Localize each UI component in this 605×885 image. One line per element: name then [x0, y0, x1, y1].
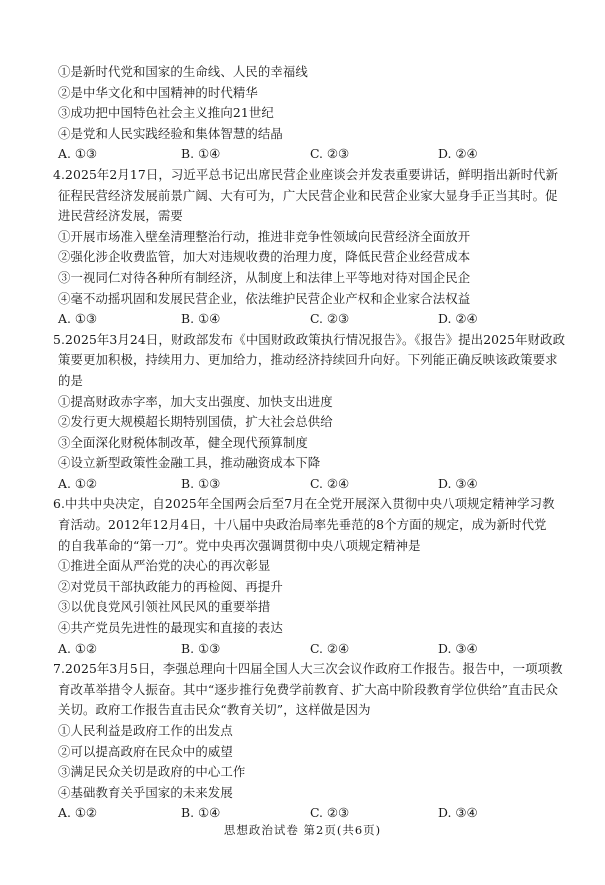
q5-option-c[interactable]: C. ②④: [310, 475, 350, 491]
q4-option-b[interactable]: B. ①④: [181, 311, 221, 327]
q5-item-4: ④设立新型政策性金融工具，推动融资成本下降: [58, 455, 321, 471]
q5-option-b[interactable]: B. ①③: [181, 475, 221, 491]
q6-option-c[interactable]: C. ②④: [310, 640, 350, 656]
q5-option-a[interactable]: A. ①②: [58, 475, 98, 491]
q4-stem-line-2: 征程民营经济发展前景广阔、大有可为，广大民营企业和民营企业家大显身手正当其时。促: [58, 187, 558, 203]
q3-option-c[interactable]: C. ②③: [310, 146, 350, 162]
q6-item-2: ②对党员干部执政能力的再检阅、再提升: [58, 578, 283, 594]
q3-item-2: ②是中华文化和中国精神的时代精华: [58, 84, 258, 100]
page-footer: 思想政治试卷 第2页(共6页): [223, 823, 382, 837]
q6-item-1: ①推进全面从严治党的决心的再次彰显: [58, 558, 271, 574]
q7-option-c[interactable]: C. ②③: [310, 805, 350, 821]
q4-item-1: ①开展市场准入壁垒清理整治行动，推进非竞争性领域向民营经济全面放开: [58, 228, 471, 244]
q3-item-3: ③成功把中国特色社会主义推向21世纪: [58, 105, 274, 121]
q6-option-d[interactable]: D. ③④: [438, 640, 478, 656]
q5-item-2: ②发行更大规模超长期特别国债，扩大社会总供给: [58, 414, 333, 430]
q7-option-d[interactable]: D. ③④: [438, 805, 478, 821]
q7-item-3: ③满足民众关切是政府的中心工作: [58, 764, 246, 780]
question-6: [53, 494, 565, 659]
q6-item-4: ④共产党员先进性的最现实和直接的表达: [58, 620, 283, 636]
q6-option-b[interactable]: B. ①③: [181, 640, 221, 656]
q6-options: [58, 639, 565, 660]
q7-option-a[interactable]: A. ①②: [58, 805, 98, 821]
q7-item-1: ①人民利益是政府工作的出发点: [58, 723, 233, 738]
q7-item-4: ④基础教育关乎国家的未来发展: [58, 784, 233, 800]
q3-item-4: ④是党和人民实践经验和集体智慧的结晶: [58, 125, 283, 141]
question-5: [53, 330, 566, 495]
q6-option-a[interactable]: A. ①②: [58, 640, 98, 656]
q3-options: [58, 144, 565, 165]
q5-item-3: ③全面深化财税体制改革，健全现代预算制度: [58, 434, 308, 450]
q5-number: 5.: [53, 331, 66, 347]
q6-number: 6.: [53, 496, 66, 512]
q4-number: 4.: [53, 166, 66, 182]
q7-item-2: ②可以提高政府在民众中的威望: [58, 743, 233, 759]
q4-stem-line-3: 进民营经济发展，需要: [58, 208, 183, 224]
q5-stem-line-3: 的是: [58, 372, 83, 388]
q6-item-3: ③以优良党风引领社风民风的重要举措: [58, 599, 271, 615]
q5-options: [58, 474, 565, 495]
q5-stem-line-1: 5. 2025年3月24日，财政部发布《中国财政政策执行情况报告》。《报告》提出2025年财政政: [58, 330, 565, 351]
q4-option-c[interactable]: C. ②③: [310, 311, 350, 327]
q3-item-1: ①是新时代党和国家的生命线、人民的幸福线: [58, 64, 308, 79]
q4-item-4: ④毫不动摇巩固和发展民营企业，依法维护民营企业产权和企业家合法权益: [58, 290, 471, 306]
q3-option-d[interactable]: D. ②④: [438, 146, 478, 162]
q6-stem-line-2: 育活动。2012年12月4日，十八届中央政治局率先垂范的8个方面的规定，成为新时代党: [58, 517, 547, 533]
q6-stem-line-1: 6. 中共中央决定，自2025年全国两会后至7月在全党开展深入贯彻中央八项规定精神学习教: [58, 494, 565, 515]
question-3-continuation: [58, 62, 565, 165]
q7-stem-line-2: 育改革举措令人振奋。其中“逐步推行免费学前教育、扩大高中阶段教育学位供给”直击民众: [58, 681, 559, 697]
q5-stem-line-2: 策要更加积极，持续用力、更加给力，推动经济持续回升向好。下列能正确反映该政策要求: [58, 352, 558, 368]
q5-item-1: ①提高财政赤字率，加大支出强度、加快支出进度: [58, 393, 333, 409]
q4-options: [58, 309, 565, 330]
q4-option-a[interactable]: A. ①③: [58, 311, 98, 327]
q6-stem-line-3: 的自我革命的“第一刀”。党中央再次强调贯彻中央八项规定精神是: [58, 537, 421, 553]
q7-stem-line-1: 7. 2025年3月5日，李强总理向十四届全国人大三次会议作政府工作报告。报告中，一项项教: [58, 659, 565, 680]
q4-item-3: ③一视同仁对待各种所有制经济，从制度上和法律上平等地对待对国企民企: [58, 269, 471, 285]
q7-stem-line-3: 关切。政府工作报告直击民众“教育关切”，这样做是因为: [58, 702, 371, 718]
q7-options: [58, 803, 565, 824]
q3-option-b[interactable]: B. ①④: [181, 146, 221, 162]
q3-option-a[interactable]: A. ①③: [58, 146, 98, 162]
q5-option-d[interactable]: D. ③④: [438, 475, 478, 491]
q4-item-2: ②强化涉企收费监管，加大对违规收费的治理力度，降低民营企业经营成本: [58, 249, 471, 265]
q7-option-b[interactable]: B. ①④: [181, 805, 221, 821]
q4-stem-line-1: 4. 2025年2月17日，习近平总书记出席民营企业座谈会并发表重要讲话，鲜明指出新时代新: [58, 165, 565, 186]
question-4: [53, 165, 565, 330]
q7-number: 7.: [53, 661, 66, 677]
question-7: [53, 659, 565, 824]
q4-option-d[interactable]: D. ②④: [438, 311, 478, 327]
